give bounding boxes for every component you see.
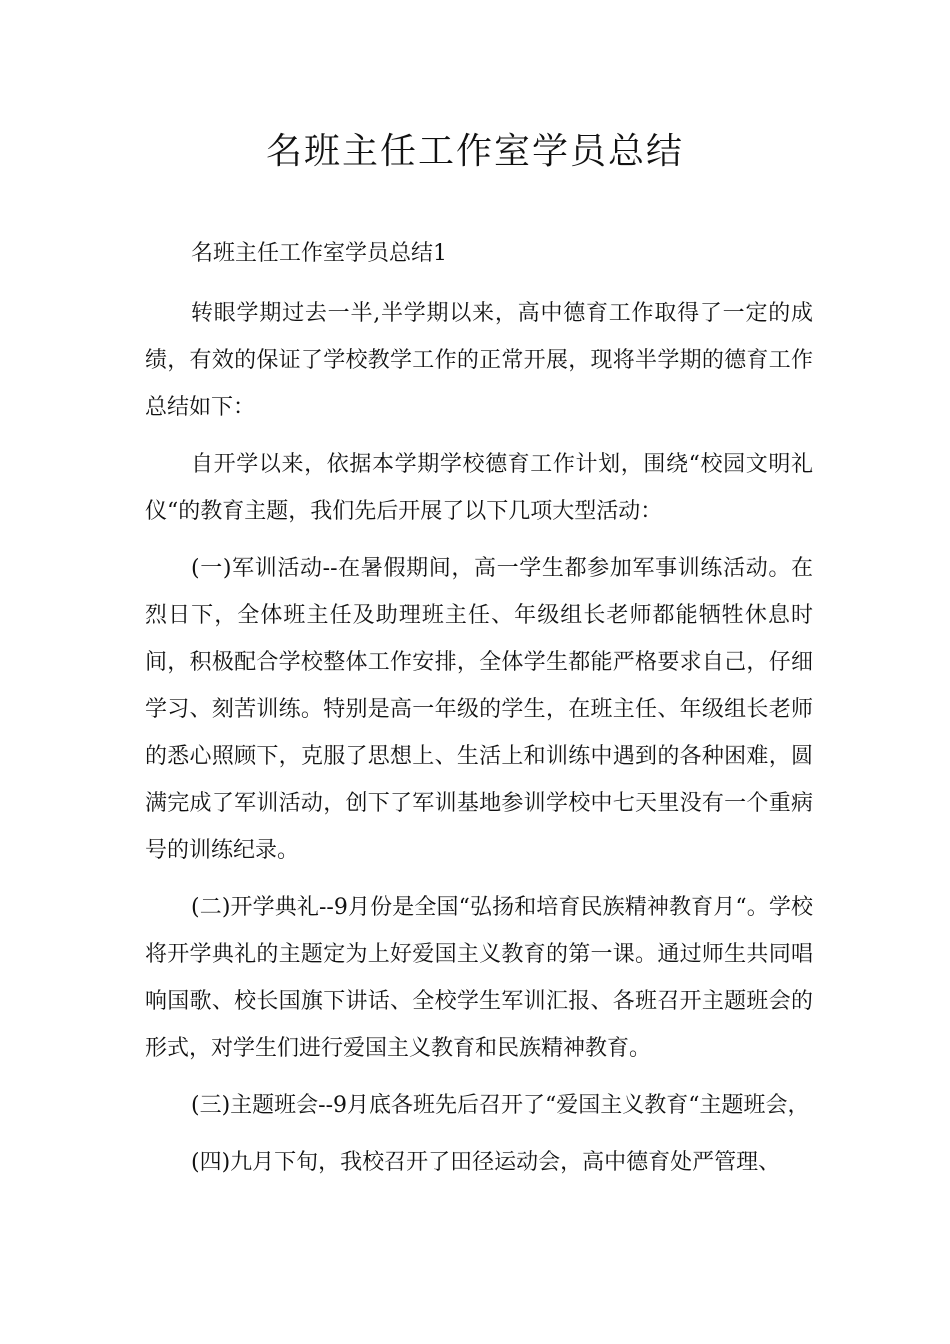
paragraph-sports-meet: (四)九月下旬，我校召开了田径运动会，高中德育处严管理、 <box>191 1150 781 1175</box>
document-body <box>145 230 813 1196</box>
paragraph-opening-ceremony: (二)开学典礼--9月份是全国“弘扬和培育民族精神教育月“。学校将开学典礼的主题定为上好爱国主义教育的第一课。通过师生共同唱响国歌、校长国旗下讲话、全校学生军训汇报、各班召开主题班会的形式，对学生们进行爱国主义教育和民族精神教育。 <box>145 895 813 1061</box>
paragraph-intro: 转眼学期过去一半,半学期以来，高中德育工作取得了一定的成绩，有效的保证了学校教学工作的正常开展，现将半学期的德育工作总结如下： <box>145 301 813 420</box>
paragraph-theme: 自开学以来，依据本学期学校德育工作计划，围绕“校园文明礼仪“的教育主题，我们先后开展了以下几项大型活动： <box>145 452 813 524</box>
paragraph-military-training: (一)军训活动--在暑假期间，高一学生都参加军事训练活动。在烈日下，全体班主任及助理班主任、年级组长老师都能牺牲休息时间，积极配合学校整体工作安排，全体学生都能严格要求自己，仔细学习、刻苦训练。特别是高一年级的学生，在班主任、年级组长老师的悉心照顾下，克服了思想上、生活上和训练中遇到的各种困难，圆满完成了军训活动，创下了军训基地参训学校中七天里没有一个重病号的训练纪录。 <box>145 556 813 863</box>
section-heading: 名班主任工作室学员总结1 <box>191 241 447 266</box>
document-title: 名班主任工作室学员总结 <box>265 131 684 172</box>
paragraph-class-meeting: (三)主题班会--9月底各班先后召开了“爱国主义教育“主题班会， <box>191 1093 810 1118</box>
